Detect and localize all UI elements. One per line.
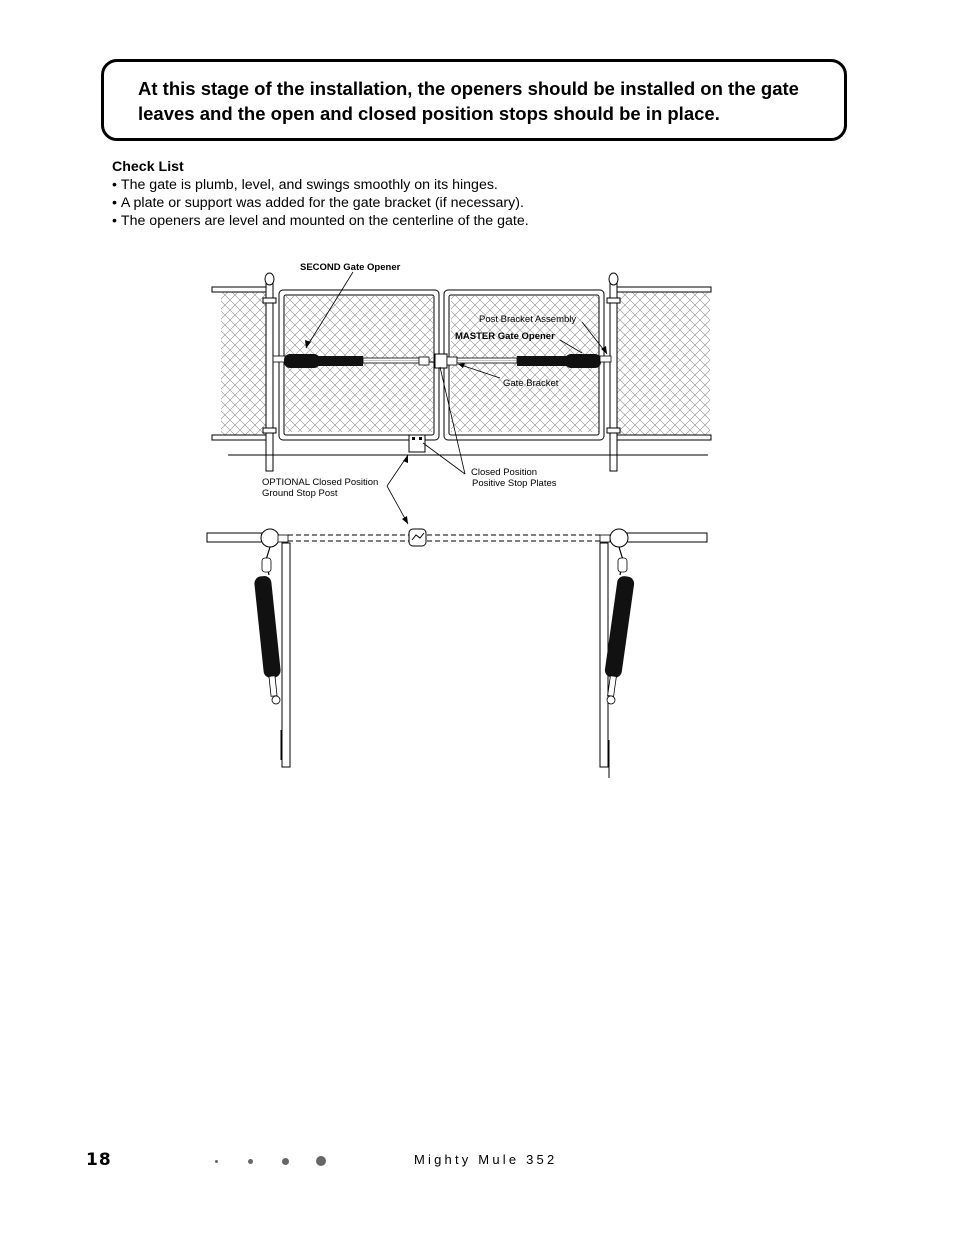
left-post (266, 283, 273, 471)
closed-position-outline (288, 535, 600, 541)
right-fence-top-rail (614, 287, 711, 292)
right-post (610, 283, 617, 471)
footer-dot (316, 1156, 326, 1166)
master-gate-opener-plan (604, 547, 635, 704)
check-list-title: Check List (112, 159, 184, 175)
label-gate-bracket: Gate Bracket (503, 378, 559, 389)
check-list-item: • A plate or support was added for the gate bracket (if necessary). (112, 194, 872, 212)
label-master-gate-opener: MASTER Gate Opener (455, 331, 555, 342)
right-fence-plan (627, 533, 707, 542)
footer-dot (215, 1160, 218, 1163)
hinge (263, 428, 276, 433)
label-post-bracket-assembly: Post Bracket Assembly (479, 314, 577, 325)
label-stop-plates-line1: Closed Position (471, 467, 538, 478)
check-list-item: • The gate is plumb, level, and swings smoothly on its hinges. (112, 176, 872, 194)
right-fence-mesh (614, 292, 710, 435)
ground-stop-plan (409, 529, 426, 546)
footer-dot (282, 1158, 289, 1165)
footer-title: Mighty Mule 352 (414, 1152, 558, 1167)
page-number: 18 (86, 1150, 112, 1170)
hinge (607, 298, 620, 303)
second-gate-opener-plan (254, 547, 282, 704)
label-second-gate-opener: SECOND Gate Opener (300, 262, 401, 273)
right-post-plan (610, 529, 628, 547)
left-post-cap (265, 273, 274, 285)
notice-text: At this stage of the installation, the openers should be installed on the gate leaves and the open and closed position stops should be in place. (138, 78, 799, 124)
left-post-plan (261, 529, 279, 547)
label-ground-stop-line2: Ground Stop Post (262, 488, 338, 499)
front-elevation-view (212, 262, 711, 524)
label-ground-stop-line1: OPTIONAL Closed Position (262, 477, 379, 488)
footer-dot (248, 1159, 253, 1164)
left-gate-open (282, 543, 290, 767)
left-fence-mesh (221, 292, 268, 435)
top-plan-view (207, 529, 707, 778)
hinge (607, 428, 620, 433)
check-list-item: • The openers are level and mounted on the centerline of the gate. (112, 212, 872, 230)
left-fence-plan (207, 533, 262, 542)
right-post-cap (609, 273, 618, 285)
right-fence-bottom-rail (614, 435, 711, 440)
left-fence-bottom-rail (212, 435, 268, 440)
left-fence-top-rail (212, 287, 268, 292)
right-gate-open (600, 543, 608, 767)
label-stop-plates-line2: Positive Stop Plates (472, 478, 557, 489)
hinge (263, 298, 276, 303)
ground-stop-post (409, 435, 425, 452)
